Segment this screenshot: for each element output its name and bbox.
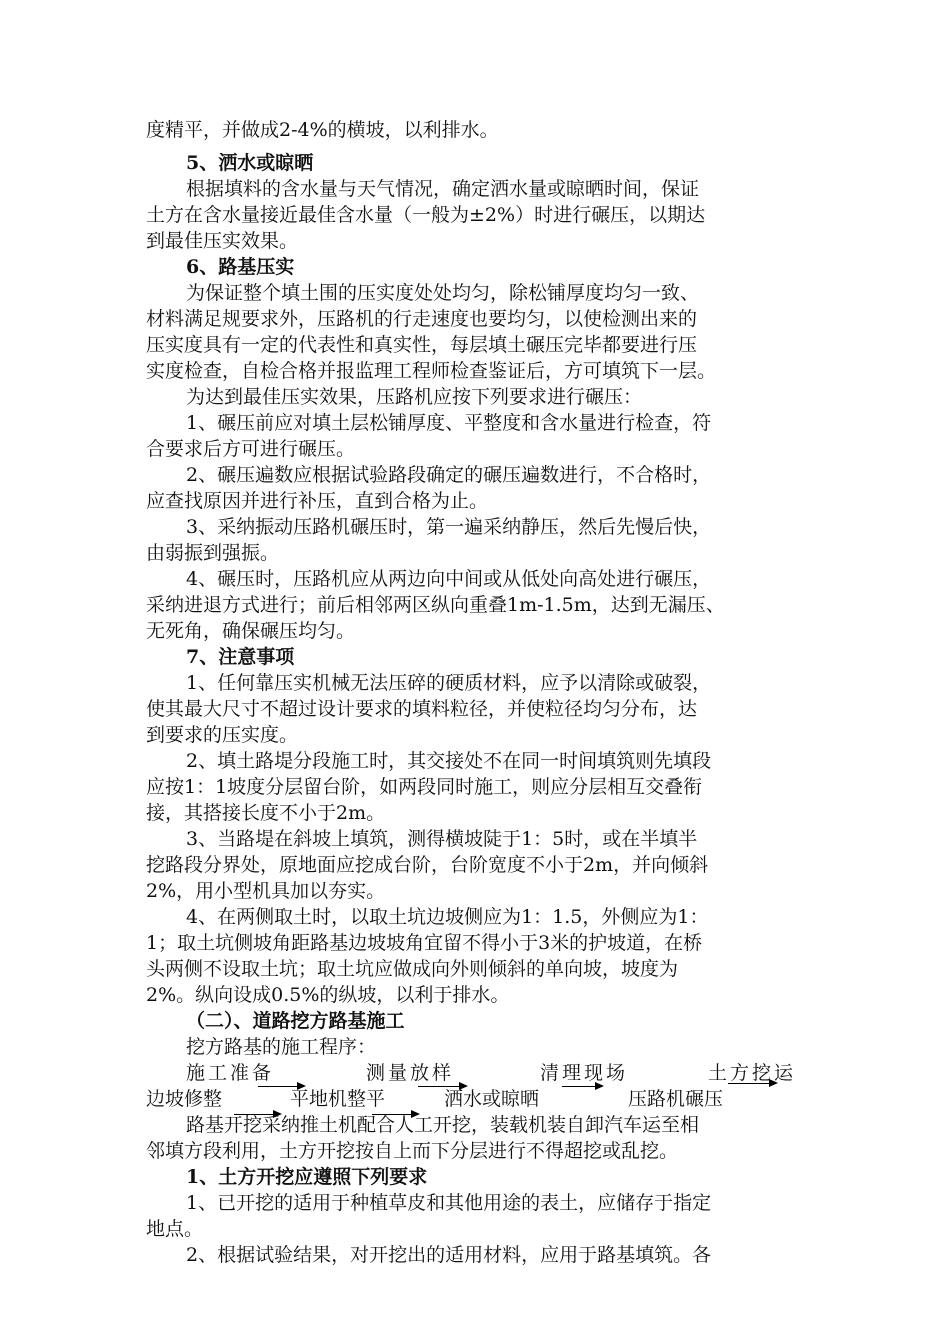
flow-step: 平地机整平 [290,1088,386,1110]
flow-step: 施工准备 [186,1062,275,1084]
text-line: 2、填土路堤分段施工时，其交接处不在同一时间填筑则先填段 [186,750,712,772]
section-heading: （二）、道路挖方路基施工 [186,1010,405,1032]
text-line: 4、碾压时，压路机应从两边向中间或从低处向高处进行碾压， [186,568,712,590]
text-line: 压实度具有一定的代表性和真实性，每层填土碾压完毕都要进行压 [146,334,698,356]
section-heading: 1、土方开挖应遵照下列要求 [186,1166,428,1188]
text-line: 为保证整个填土围的压实度处处均匀，除松铺厚度均匀一致、 [186,282,700,304]
text-line: 合要求后方可进行碾压。 [146,438,356,460]
text-line: 根据填料的含水量与天气情况，确定洒水量或晾晒时间，保证 [186,178,700,200]
flow-arrow [728,1083,776,1084]
text-line: 接，其搭接长度不小于2m。 [146,802,386,824]
text-line: 由弱振到强振。 [146,542,280,564]
text-line: 应查找原因并进行补压，直到合格为止。 [146,490,489,512]
text-line: 路基开挖采纳推土机配合人工开挖，装载机装自卸汽车运至相 [186,1114,700,1136]
flow-step: 清理现场 [540,1062,629,1084]
text-line: 材料满足规要求外，压路机的行走速度也要均匀，以使检测出来的 [146,308,698,330]
text-line: 4、在两侧取土时，以取土坑边坡侧应为1：1.5，外侧应为1： [186,906,709,928]
text-line: 2%。纵向设成0.5%的纵坡，以利于排水。 [146,984,510,1006]
flow-step: 洒水或晾晒 [444,1088,540,1110]
section-heading: 6、路基压实 [186,256,295,278]
text-line: 1、碾压前应对填土层松铺厚度、平整度和含水量进行检查，符 [186,412,712,434]
text-line: 到最佳压实效果。 [146,230,299,252]
section-heading: 7、注意事项 [186,646,295,668]
text-line: 采纳进退方式进行；前后相邻两区纵向重叠1m-1.5m，达到无漏压、 [146,594,725,616]
text-line: 2、根据试验结果，对开挖出的适用材料，应用于路基填筑。各 [186,1244,712,1266]
text-line: 使其最大尺寸不超过设计要求的填料粒径，并使粒径均匀分布，达 [146,698,698,720]
flow-arrow [562,1086,602,1087]
text-line: 应按1：1坡度分层留台阶，如两段同时施工，则应分层相互交叠衔 [146,776,703,798]
text-line: 度精平，并做成2-4%的横坡，以利排水。 [146,119,499,141]
flow-step: 土方挖运 [708,1062,797,1084]
text-line: 2、碾压遍数应根据试验路段确定的碾压遍数进行，不合格时， [186,464,712,486]
text-line: 无死角，确保碾压均匀。 [146,620,356,642]
text-line: 3、采纳振动压路机碾压时，第一遍采纳静压，然后先慢后快， [186,516,712,538]
text-line: 为达到最佳压实效果，压路机应按下列要求进行碾压： [186,386,643,408]
text-line: 3、当路堤在斜坡上填筑，测得横坡陡于1：5时，或在半填半 [186,828,698,850]
flow-step: 压路机碾压 [628,1088,724,1110]
section-heading: 5、洒水或晾晒 [186,152,314,174]
text-line: 头两侧不设取土坑；取土坑应做成向外则倾斜的单向坡，坡度为 [146,958,679,980]
text-line: 实度检查，自检合格并报监理工程师检查鉴证后，方可填筑下一层。 [146,360,717,382]
flow-step: 边坡修整 [146,1088,223,1110]
text-line: 1、已开挖的适用于种植草皮和其他用途的表土，应储存于指定 [186,1192,712,1214]
text-line: 到要求的压实度。 [146,724,299,746]
text-line: 1、任何靠压实机械无法压碎的硬质材料，应予以清除或破裂， [186,672,712,694]
text-line: 2%，用小型机具加以夯实。 [146,880,386,902]
text-line: 挖方路基的施工程序： [186,1036,377,1058]
text-line: 邻填方段利用，土方开挖按自上而下分层进行不得超挖或乱挖。 [146,1140,679,1162]
flow-arrow [258,1086,304,1087]
flow-step: 测量放样 [366,1062,455,1084]
text-line: 地点。 [146,1218,204,1240]
text-line: 挖路段分界处，原地面应挖成台阶，台阶宽度不小于2m，并向倾斜 [146,854,709,876]
flow-arrow [418,1086,466,1087]
text-line: 土方在含水量接近最佳含水量（一般为±2%）时进行碾压，以期达 [146,204,706,226]
text-line: 1；取土坑侧坡角距路基边坡坡角宜留不得小于3米的护坡道，在桥 [146,932,703,954]
